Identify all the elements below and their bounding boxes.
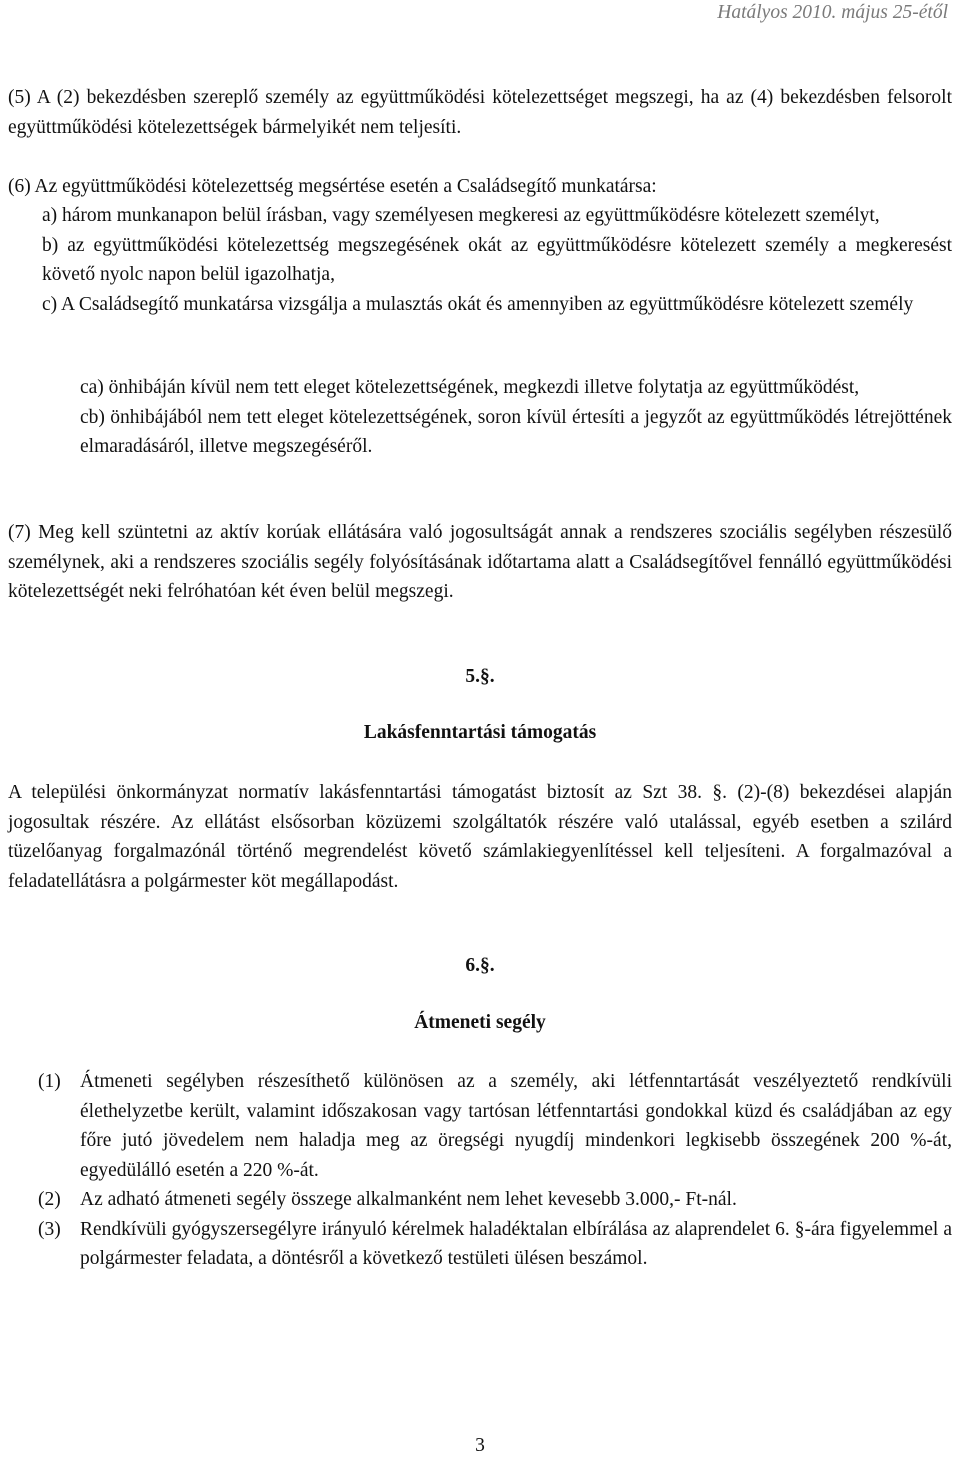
section-6-list bbox=[38, 1067, 952, 1274]
section-6-item bbox=[38, 1067, 952, 1185]
section-6-item bbox=[38, 1215, 952, 1274]
section-5-title: Lakásfenntartási támogatás bbox=[363, 722, 597, 743]
paragraph-5 bbox=[8, 83, 952, 142]
item-text: Átmeneti segélyben részesíthető különösen az a személy, aki létfenntartását veszélyeztető rendkívüli élethelyzetbe került, valamint időszakosan vagy tartósan létfenntartási gondokkal küzd és családjában az egy főre jutó jövedelem nem haladja meg az öregségi nyugdíj mindenkori legkisebb összegének 200 %-át, egyedülálló esetén a 220 %-át. bbox=[80, 1071, 952, 1181]
paragraph-6-item-cb: cb) önhibájából nem tett eleget kötelezettségének, soron kívül értesíti a jegyzőt az együttműködés létrejöttének elmaradásáról, illetve megszegéséről. bbox=[80, 406, 952, 457]
item-number: (3) bbox=[38, 1218, 61, 1240]
paragraph-6-item-a: a) három munkanapon belül írásban, vagy személyesen megkeresi az együttműködésre kötelezett személyt, bbox=[42, 205, 880, 226]
paragraph-6-item-b: b) az együttműködési kötelezettség megszegésének okát az együttműködésre kötelezett személy a megkeresést követő nyolc napon belül igazolhatja, bbox=[42, 234, 952, 285]
section-6-number: 6.§. bbox=[465, 955, 495, 976]
paragraph-6-item-ca: ca) önhibáján kívül nem tett eleget kötelezettségének, megkezdi illetve folytatja az együttműködést, bbox=[80, 377, 860, 398]
validity-header: Hatályos 2010. május 25-étől bbox=[717, 2, 948, 23]
section-6-item bbox=[38, 1185, 952, 1215]
section-5-number: 5.§. bbox=[465, 666, 495, 687]
paragraph-6-sublist bbox=[80, 373, 952, 462]
section-5-body bbox=[8, 778, 952, 896]
item-number: (2) bbox=[38, 1189, 61, 1210]
section-5-text: A települési önkormányzat normatív lakásfenntartási támogatást biztosít az Szt 38. §. (2)-(8) bekezdései alapján jogosultak részére. Az ellátást elsősorban közüzemi szolgáltatók részére való utalással, egyéb esetben a szilárd tüzelőanyag forgalmazónál történő megrendelést követő számlakiegyenlítéssel kell teljesíteni. A forgalmazóval a feladatellátásra a polgármester köt megállapodást. bbox=[8, 782, 952, 892]
page-number: 3 bbox=[475, 1435, 485, 1456]
paragraph-6-list bbox=[42, 201, 952, 319]
section-6-title: Átmeneti segély bbox=[414, 1012, 546, 1033]
paragraph-6-intro: (6) Az együttműködési kötelezettség megsértése esetén a Családsegítő munkatársa: bbox=[8, 176, 657, 197]
paragraph-6 bbox=[8, 172, 952, 202]
paragraph-7-text: (7) Meg kell szüntetni az aktív korúak ellátására való jogosultságát annak a rendszeres szociális segélyben részesülő személynek, aki a rendszeres szociális segély folyósításának időtartama alatt a Családsegítővel fennálló együttműködési kötelezettségét neki felróhatóan két éven belül megszegi. bbox=[8, 522, 952, 602]
paragraph-6-item-c: c) A Családsegítő munkatársa vizsgálja a mulasztás okát és amennyiben az együttműködésre kötelezett személy bbox=[42, 293, 914, 315]
paragraph-5-text: (5) A (2) bekezdésben szereplő személy az együttműködési kötelezettséget megszegi, ha az (4) bekezdésben felsorolt együttműködési kötelezettségek bármelyikét nem teljesíti. bbox=[8, 87, 952, 138]
item-text: Az adható átmeneti segély összege alkalmanként nem lehet kevesebb 3.000,- Ft-nál. bbox=[80, 1189, 737, 1210]
item-text: Rendkívüli gyógyszersegélyre irányuló kérelmek haladéktalan elbírálása az alaprendelet 6. §-ára figyelemmel a polgármester feladata, a döntésről a következő testületi ülésen beszámol. bbox=[80, 1218, 952, 1269]
paragraph-7 bbox=[8, 518, 952, 607]
item-number: (1) bbox=[38, 1071, 61, 1092]
